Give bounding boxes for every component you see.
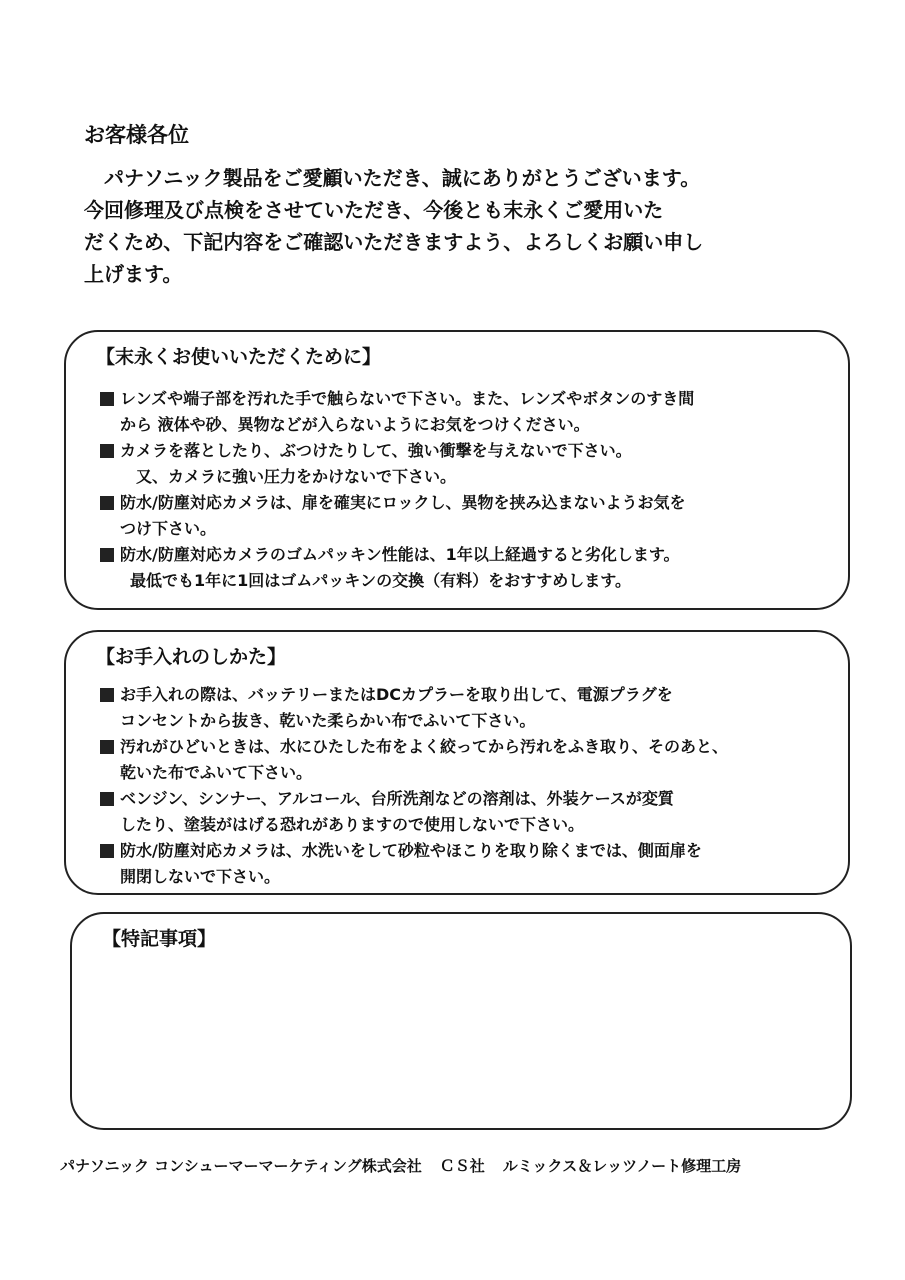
- item-line: レンズや端子部を汚れた手で触らないで下さい。また、レンズやボタンのすき間: [120, 389, 695, 408]
- care-section-title: 【末永くお使いいただくために】: [96, 346, 382, 368]
- list-item: [100, 734, 728, 786]
- salutation: お客様各位: [84, 123, 189, 147]
- item-line: したり、塗装がはげる恐れがありますので使用しないで下さい。: [120, 815, 585, 834]
- item-line: 防水/防塵対応カメラのゴムパッキン性能は、1年以上経過すると劣化します。: [120, 545, 680, 564]
- cleaning-section-box: [64, 630, 850, 895]
- square-bullet-icon: [100, 392, 114, 406]
- item-line: 防水/防塵対応カメラは、扉を確実にロックし、異物を挟み込まないようお気を: [120, 493, 686, 512]
- square-bullet-icon: [100, 444, 114, 458]
- intro-paragraph: [84, 162, 844, 290]
- item-line: 最低でも1年に1回はゴムパッキンの交換（有料）をおすすめします。: [130, 571, 631, 590]
- intro-line: パナソニック製品をご愛顧いただき、誠にありがとうございます。: [104, 166, 701, 190]
- item-line: コンセントから抜き、乾いた柔らかい布でふいて下さい。: [120, 711, 536, 730]
- item-line: 汚れがひどいときは、水にひたした布をよく絞ってから汚れをふき取り、そのあと、: [120, 737, 729, 756]
- item-line: 又、カメラに強い圧力をかけないで下さい。: [120, 467, 457, 486]
- list-item: [100, 490, 694, 542]
- item-line: ベンジン、シンナー、アルコール、台所洗剤などの溶剤は、外装ケースが変質: [120, 789, 674, 808]
- square-bullet-icon: [100, 688, 114, 702]
- list-item: [100, 542, 694, 594]
- cleaning-section-title: 【お手入れのしかた】: [96, 646, 287, 668]
- square-bullet-icon: [100, 740, 114, 754]
- notes-section-box: [70, 912, 852, 1130]
- intro-line: 今回修理及び点検をさせていただき、今後とも末永くご愛用いた: [84, 198, 664, 222]
- item-line: つけ下さい。: [120, 519, 217, 538]
- square-bullet-icon: [100, 792, 114, 806]
- item-line: 防水/防塵対応カメラは、水洗いをして砂粒やほこりを取り除くまでは、側面扉を: [120, 841, 702, 860]
- item-line: から 液体や砂、異物などが入らないようにお気をつけください。: [120, 415, 590, 434]
- item-line: お手入れの際は、バッテリーまたはDCカプラーを取り出して、電源プラグを: [120, 685, 673, 704]
- notes-section-title: 【特記事項】: [102, 928, 217, 950]
- intro-line: だくため、下記内容をご確認いただきますよう、よろしくお願い申し: [84, 230, 704, 254]
- square-bullet-icon: [100, 548, 114, 562]
- item-line: カメラを落としたり、ぶつけたりして、強い衝撃を与えないで下さい。: [120, 441, 632, 460]
- footer: [60, 1155, 759, 1176]
- item-line: 乾いた布でふいて下さい。: [120, 763, 313, 782]
- list-item: [100, 386, 694, 438]
- care-section-box: [64, 330, 850, 610]
- footer-company: パナソニック コンシューマーマーケティング株式会社: [60, 1157, 422, 1175]
- footer-workshop: ルミックス＆レッツノート修理工房: [502, 1157, 742, 1175]
- list-item: [100, 438, 694, 490]
- square-bullet-icon: [100, 844, 114, 858]
- care-section-list: [100, 386, 694, 594]
- cleaning-section-list: [100, 682, 728, 890]
- item-line: 開閉しないで下さい。: [120, 867, 281, 886]
- intro-line: 上げます。: [84, 262, 183, 286]
- list-item: [100, 682, 728, 734]
- list-item: [100, 786, 728, 838]
- square-bullet-icon: [100, 496, 114, 510]
- list-item: [100, 838, 728, 890]
- footer-division: ＣＳ社: [439, 1157, 485, 1175]
